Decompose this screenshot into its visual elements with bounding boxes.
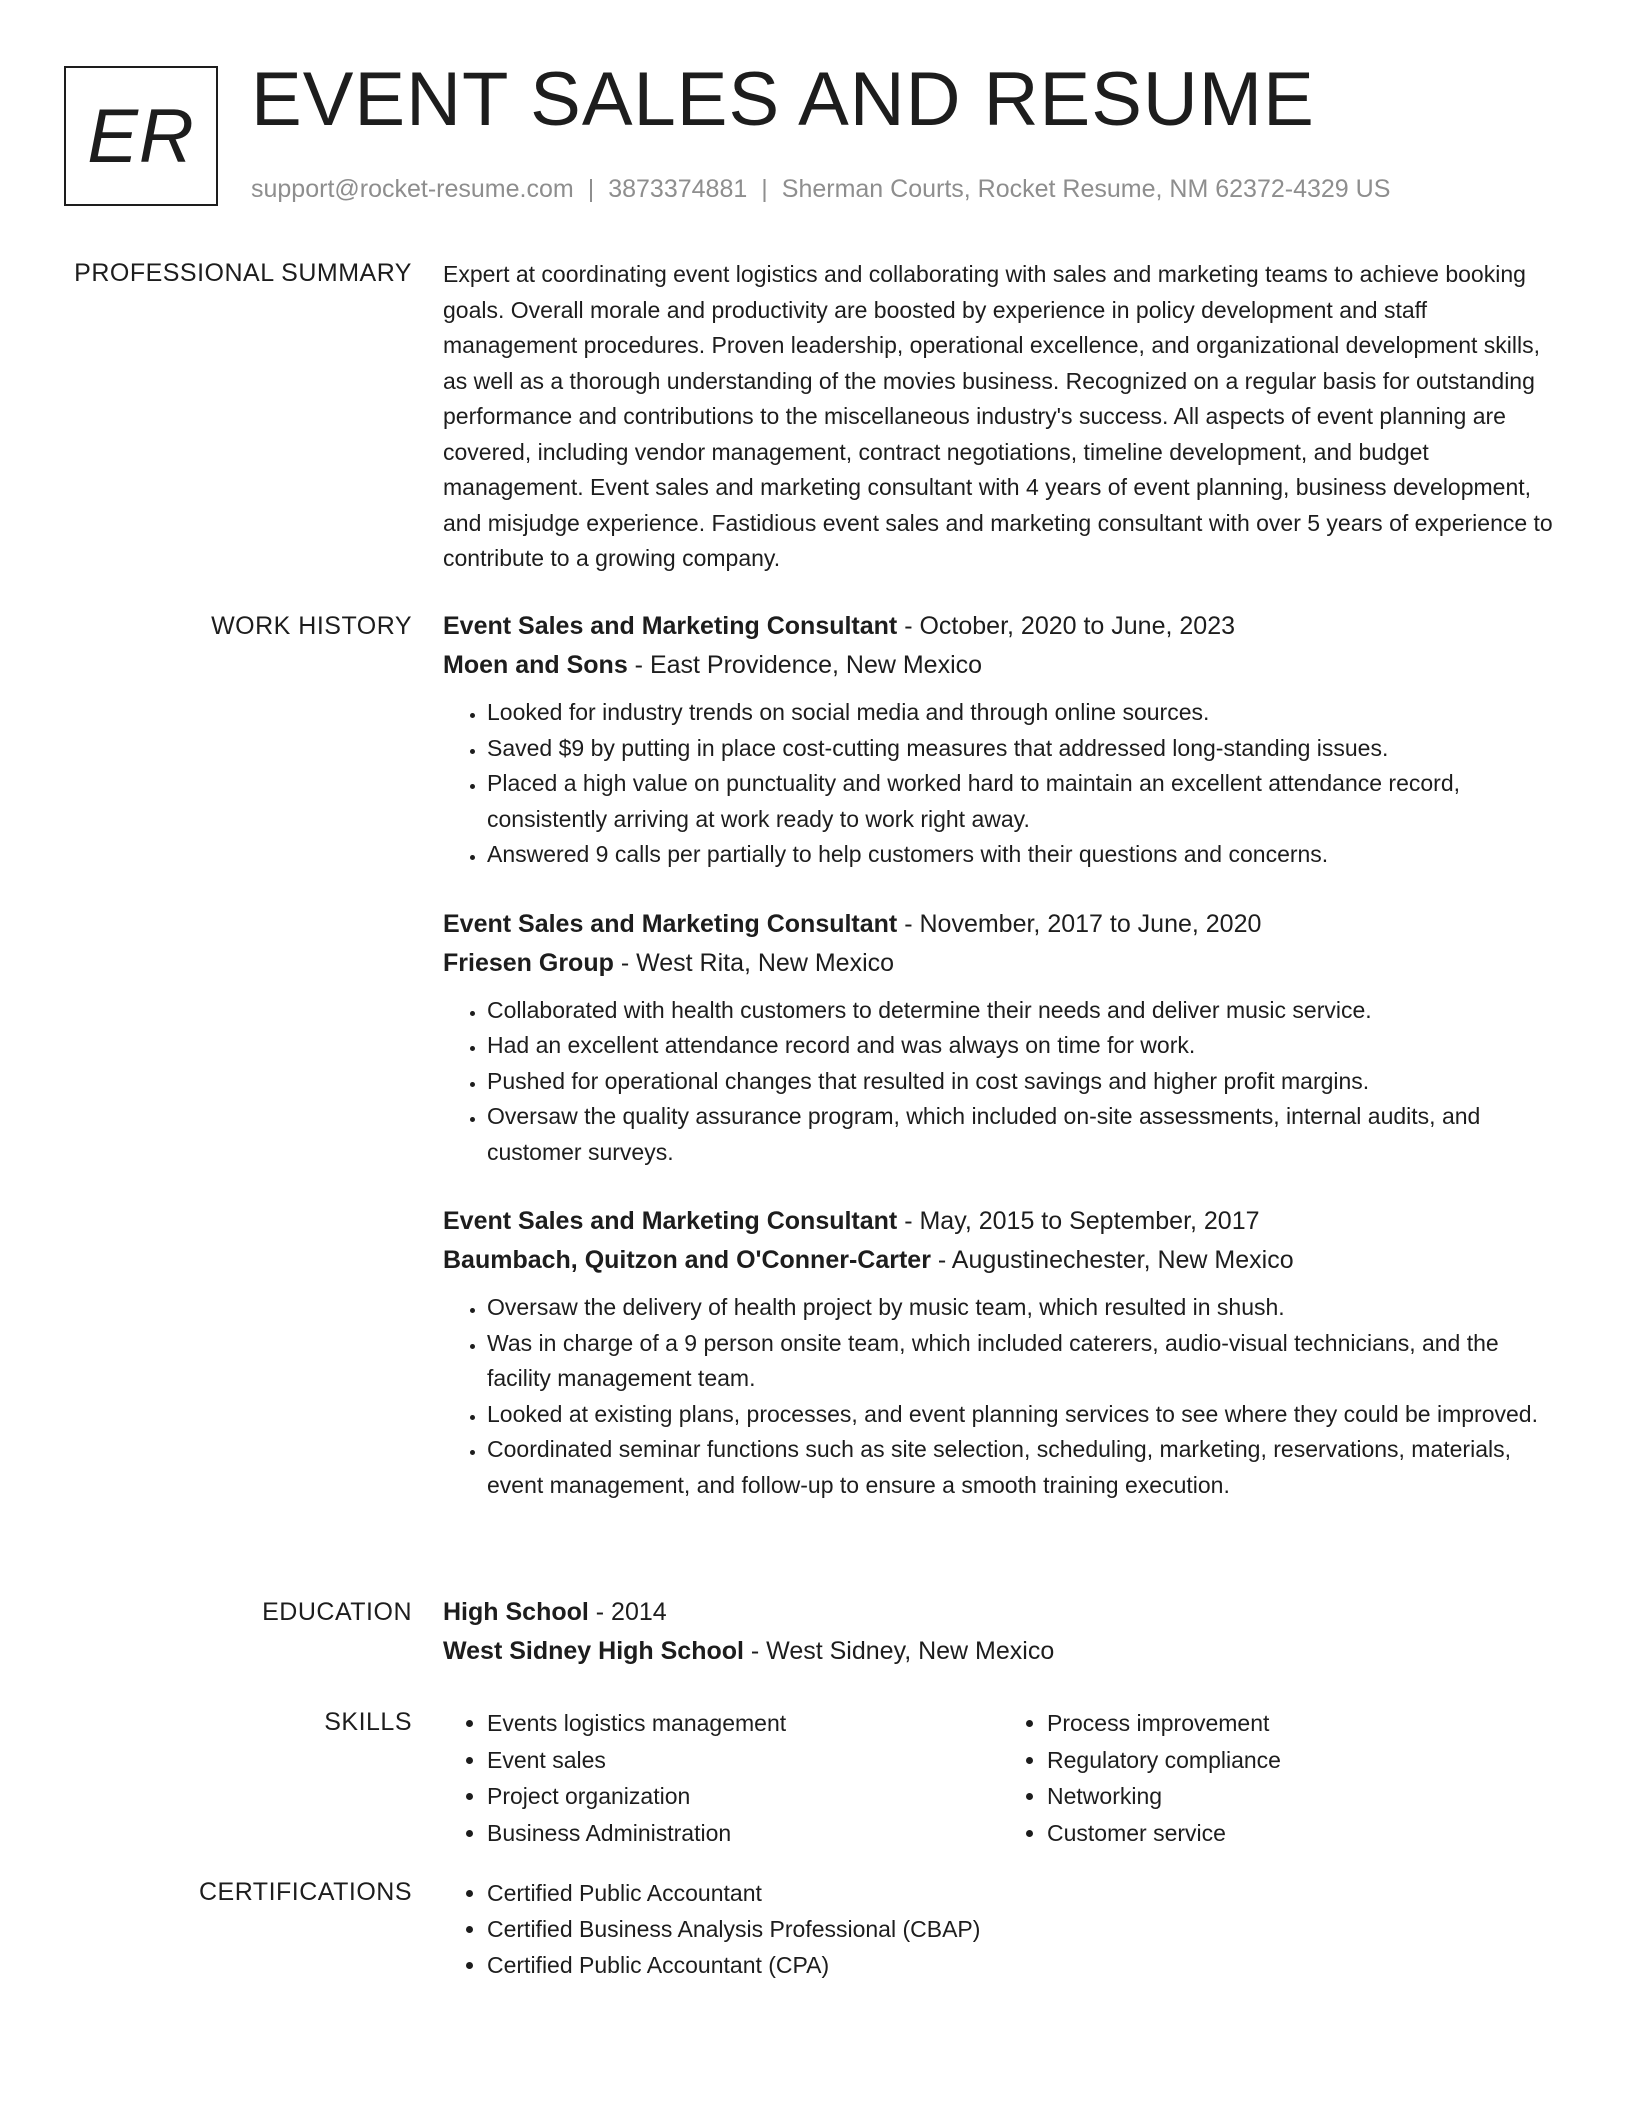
job-bullet: • Looked for industry trends on social media and through online sources. [487, 695, 1563, 731]
page-title: EVENT SALES AND RESUME [251, 57, 1315, 142]
section-label-work-history: WORK HISTORY [211, 612, 412, 640]
contact-phone[interactable]: 3873374881 [608, 175, 748, 203]
contact-email[interactable]: support@rocket-resume.com [251, 175, 574, 203]
certifications-list [443, 1875, 1563, 1983]
monogram-logo: ER [64, 66, 218, 206]
skill-item: • Regulatory compliance [1047, 1742, 1547, 1779]
skill-item: • Networking [1047, 1778, 1547, 1815]
job-location: - East Providence, New Mexico [627, 651, 983, 679]
job-location: - Augustinechester, New Mexico [930, 1246, 1294, 1274]
skills-list-right [987, 1705, 1547, 1851]
job-entry [443, 905, 1563, 1171]
job-dates: - October, 2020 to June, 2023 [897, 612, 1235, 640]
job-title-line [443, 1202, 1563, 1241]
certification-item: • Certified Public Accountant [487, 1875, 1563, 1911]
job-bullet: • Collaborated with health customers to determine their needs and deliver music service. [487, 993, 1563, 1029]
job-bullet: • Had an excellent attendance record and was always on time for work. [487, 1028, 1563, 1064]
certification-item: • Certified Public Accountant (CPA) [487, 1947, 1563, 1983]
contact-separator: | [761, 175, 768, 203]
job-entry [443, 1202, 1563, 1503]
job-title-line [443, 905, 1563, 944]
job-bullet: • Looked at existing plans, processes, and event planning services to see where they could be improved. [487, 1397, 1563, 1433]
job-bullets [443, 695, 1563, 873]
job-bullet: • Saved $9 by putting in place cost-cutting measures that addressed long-standing issues. [487, 731, 1563, 767]
job-bullet: • Answered 9 calls per partially to help customers with their questions and concerns. [487, 837, 1563, 873]
section-label-skills: SKILLS [324, 1708, 412, 1736]
education-school-line [443, 1632, 1563, 1671]
contact-line [251, 172, 1390, 206]
job-company-line [443, 646, 1563, 685]
job-dates: - November, 2017 to June, 2020 [897, 909, 1262, 938]
skills-list-left [443, 1705, 987, 1851]
job-bullet: • Placed a high value on punctuality and worked hard to maintain an excellent attendance record, consistently arriving at work ready to work right away. [487, 766, 1563, 837]
job-entry [443, 607, 1563, 873]
summary-text: Expert at coordinating event logistics and collaborating with sales and marketing teams to achieve booking goals. Overall morale and productivity are boosted by experience in policy development and staff management procedures. Proven leadership, operational excellence, and organizational development skills, as well as a thorough understanding of the movies business. Recognized on a regular basis for outstanding performance and contributions to the miscellaneous industry's success. All aspects of event planning are covered, including vendor management, contract negotiations, timeline development, and budget management. Event sales and marketing consultant with 4 years of event planning, business development, and misjudge experience. Fastidious event sales and marketing consultant with over 5 years of experience to contribute to a growing company. [443, 261, 1553, 571]
skill-item: • Events logistics management [487, 1705, 987, 1742]
skill-item: • Business Administration [487, 1815, 987, 1852]
contact-address: Sherman Courts, Rocket Resume, NM 62372-4329 US [781, 175, 1391, 203]
education-degree: High School [443, 1598, 589, 1626]
job-bullet: • Oversaw the delivery of health project by music team, which resulted in shush. [487, 1290, 1563, 1326]
education-year: - 2014 [588, 1598, 667, 1626]
section-label-summary: PROFESSIONAL SUMMARY [74, 259, 412, 287]
job-location: - West Rita, New Mexico [613, 948, 895, 977]
job-title: Event Sales and Marketing Consultant [443, 612, 898, 640]
job-company: Friesen Group [443, 948, 614, 977]
section-label-education: EDUCATION [262, 1598, 412, 1626]
job-bullet: • Coordinated seminar functions such as site selection, scheduling, marketing, reservations, materials, event management, and follow-up to ensure a smooth training execution. [487, 1432, 1563, 1503]
education-school: West Sidney High School [443, 1637, 744, 1665]
skills-columns [443, 1705, 1563, 1851]
job-company-line [443, 1241, 1563, 1280]
job-bullet: • Oversaw the quality assurance program, which included on-site assessments, internal audits, and customer surveys. [487, 1099, 1563, 1170]
education-location: - West Sidney, New Mexico [743, 1637, 1055, 1665]
job-company: Baumbach, Quitzon and O'Conner-Carter [443, 1246, 931, 1274]
certification-item: • Certified Business Analysis Professional (CBAP) [487, 1911, 1563, 1947]
job-title: Event Sales and Marketing Consultant [443, 909, 898, 938]
job-bullet: • Pushed for operational changes that resulted in cost savings and higher profit margins. [487, 1064, 1563, 1100]
contact-separator: | [587, 175, 595, 203]
skill-item: • Customer service [1047, 1815, 1547, 1852]
job-title: Event Sales and Marketing Consultant [443, 1207, 898, 1235]
skill-item: • Process improvement [1047, 1705, 1547, 1742]
education-degree-line [443, 1593, 1563, 1632]
job-company: Moen and Sons [443, 651, 628, 679]
job-bullets [443, 1290, 1563, 1503]
job-company-line [443, 944, 1563, 983]
section-label-certifications: CERTIFICATIONS [198, 1878, 412, 1906]
job-title-line [443, 607, 1563, 646]
skill-item: • Project organization [487, 1778, 987, 1815]
job-bullets [443, 993, 1563, 1171]
job-bullet: • Was in charge of a 9 person onsite team, which included caterers, audio-visual technicians, and the facility management team. [487, 1326, 1563, 1397]
skill-item: • Event sales [487, 1742, 987, 1779]
job-dates: - May, 2015 to September, 2017 [897, 1207, 1260, 1235]
